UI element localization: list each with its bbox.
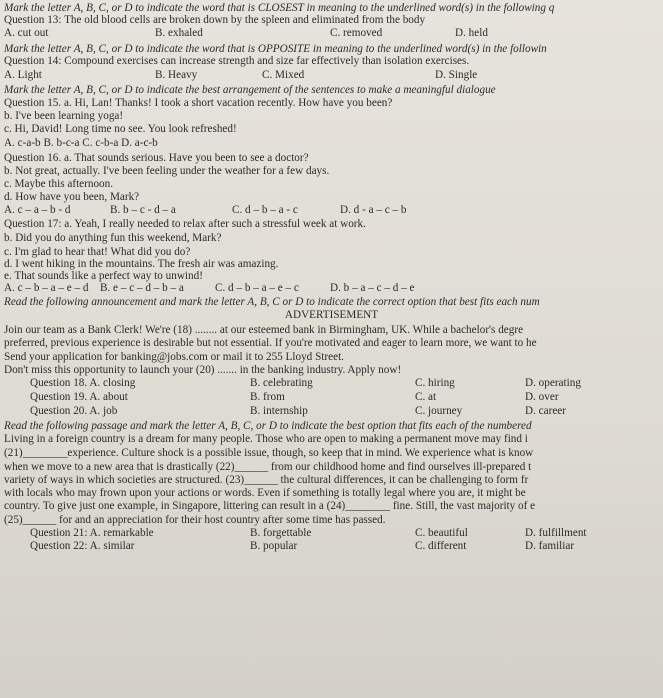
answer-option[interactable]: D. career — [525, 405, 566, 417]
answer-option[interactable]: C. journey — [415, 405, 463, 417]
text-line: A. c-a-b B. b-c-a C. c-b-a D. a-c-b — [4, 137, 158, 149]
text-line: e. That sounds like a perfect way to unwind! — [4, 270, 203, 282]
answer-option[interactable]: C. d – b – a – e – c — [215, 282, 299, 294]
answer-option[interactable]: D. operating — [525, 377, 581, 389]
answer-option[interactable]: Question 19. A. about — [30, 391, 128, 403]
answer-option[interactable]: D. fulfillment — [525, 527, 587, 539]
text-line: preferred, previous experience is desirable but not essential. If you're motivated and eager to learn more, we want to he — [4, 337, 537, 349]
answer-option[interactable]: A. c – b – a – e – d — [4, 282, 89, 294]
answer-option[interactable]: B. b – c - d – a — [110, 204, 176, 216]
answer-option[interactable]: D. b – a – c – d – e — [330, 282, 415, 294]
instruction-line: Mark the letter A, B, C, or D to indicate the best arrangement of the sentences to make a meaningful dialogue — [4, 84, 496, 96]
text-line: Living in a foreign country is a dream for many people. Those who are open to making a permanent move may find i — [4, 433, 528, 445]
text-line: b. I've been learning yoga! — [4, 110, 124, 122]
answer-option[interactable]: Question 21: A. remarkable — [30, 527, 154, 539]
text-line: Send your application for banking@jobs.com or mail it to 255 Lloyd Street. — [4, 351, 344, 363]
answer-option[interactable]: D. familiar — [525, 540, 575, 552]
answer-option[interactable]: C. hiring — [415, 377, 455, 389]
text-line: when we move to a new area that is drastically (22)______ from our childhood home and find ourselves ill-prepared t — [4, 461, 532, 473]
instruction-line: Read the following passage and mark the letter A, B, C, or D to indicate the best option that fits each of the numbered — [4, 420, 532, 432]
text-line: Question 15. a. Hi, Lan! Thanks! I took a short vacation recently. How have you been? — [4, 97, 393, 109]
answer-option[interactable]: C. different — [415, 540, 467, 552]
answer-option[interactable]: D. Single — [435, 69, 478, 81]
instruction-line: Mark the letter A, B, C, or D to indicate the word that is OPPOSITE in meaning to the underlined word(s) in the followin — [4, 43, 547, 55]
text-line: Question 13: The old blood cells are broken down by the spleen and eliminated from the body — [4, 14, 426, 26]
instruction-line: Read the following announcement and mark the letter A, B, C or D to indicate the correct option that best fits each num — [4, 296, 540, 308]
text-line: c. I'm glad to hear that! What did you do? — [4, 246, 191, 258]
answer-option[interactable]: A. c – a – b - d — [4, 204, 71, 216]
text-line: Question 17: a. Yeah, I really needed to relax after such a stressful week at work. — [4, 218, 366, 230]
instruction-line: Mark the letter A, B, C, or D to indicate the word that is CLOSEST in meaning to the underlined word(s) in the following q — [4, 2, 555, 14]
text-line: d. I went hiking in the mountains. The fresh air was amazing. — [4, 258, 279, 270]
text-line: c. Hi, David! Long time no see. You look refreshed! — [4, 123, 237, 135]
answer-option[interactable]: B. internship — [250, 405, 308, 417]
text-line: Question 14: Compound exercises can increase strength and size far effectively than isolation exercises. — [4, 55, 470, 67]
text-line: Question 16. a. That sounds serious. Have you been to see a doctor? — [4, 152, 309, 164]
answer-option[interactable]: B. popular — [250, 540, 298, 552]
text-line: variety of ways in which societies are structured. (23)______ the cultural differences, it can be challenging to form fr — [4, 474, 529, 486]
answer-option[interactable]: A. Light — [4, 69, 42, 81]
answer-option[interactable]: C. removed — [330, 27, 383, 39]
answer-option[interactable]: B. Heavy — [155, 69, 198, 81]
answer-option[interactable]: D. over — [525, 391, 559, 403]
answer-option[interactable]: D. held — [455, 27, 488, 39]
answer-option[interactable]: B. e – c – d – b – a — [100, 282, 184, 294]
answer-option[interactable]: C. at — [415, 391, 437, 403]
answer-option[interactable]: C. Mixed — [262, 69, 305, 81]
text-line: country. To give just one example, in Singapore, littering can result in a (24)________ fine. Still, the vast majority of e — [4, 500, 536, 512]
answer-option[interactable]: C. d – b – a - c — [232, 204, 298, 216]
answer-option[interactable]: Question 22: A. similar — [30, 540, 135, 552]
answer-option[interactable]: Question 18. A. closing — [30, 377, 136, 389]
text-line: Join our team as a Bank Clerk! We're (18) ........ at our esteemed bank in Birmingham, UK. While a bachelor's degre — [4, 324, 524, 336]
text-line: (21)________experience. Culture shock is a possible issue, though, so keep that in mind. We experience what is know — [4, 447, 534, 459]
text-line: b. Not great, actually. I've been feeling under the weather for a few days. — [4, 165, 330, 177]
answer-option[interactable]: B. forgettable — [250, 527, 312, 539]
answer-option[interactable]: B. celebrating — [250, 377, 313, 389]
text-line: b. Did you do anything fun this weekend, Mark? — [4, 232, 222, 244]
answer-option[interactable]: B. from — [250, 391, 285, 403]
answer-option[interactable]: A. cut out — [4, 27, 49, 39]
text-line: with locals who may frown upon your actions or words. Even if something is totally legal where you are, it might be — [4, 487, 526, 499]
text-line: d. How have you been, Mark? — [4, 191, 140, 203]
answer-option[interactable]: D. d - a – c – b — [340, 204, 407, 216]
answer-option[interactable]: Question 20. A. job — [30, 405, 118, 417]
text-line: Don't miss this opportunity to launch your (20) ....... in the banking industry. Apply now! — [4, 364, 402, 376]
answer-option[interactable]: B. exhaled — [155, 27, 203, 39]
text-line: (25)______ for and an appreciation for their host country after some time has passed. — [4, 514, 386, 526]
answer-option[interactable]: C. beautiful — [415, 527, 468, 539]
section-heading: ADVERTISEMENT — [284, 309, 379, 321]
text-line: c. Maybe this afternoon. — [4, 178, 114, 190]
